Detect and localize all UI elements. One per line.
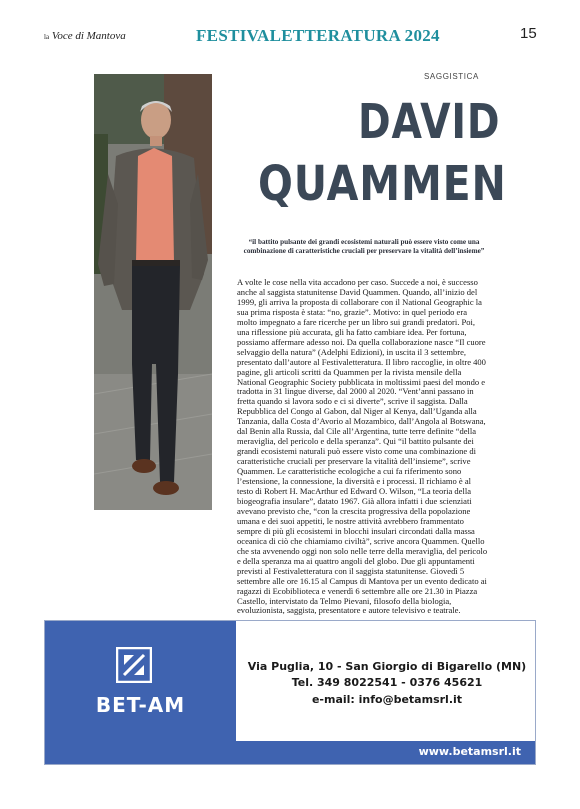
author-photo bbox=[94, 74, 212, 510]
masthead-logo bbox=[44, 30, 126, 42]
author-first-name: DAVID bbox=[358, 94, 501, 150]
advertisement-banner[interactable] bbox=[44, 620, 536, 765]
author-last-name: QUAMMEN bbox=[258, 156, 507, 212]
ad-brand-panel bbox=[45, 621, 236, 764]
ad-phone: Tel. 349 8022541 - 0376 45621 bbox=[291, 676, 483, 689]
festival-title: FESTIVALETTERATURA 2024 bbox=[196, 26, 440, 45]
betam-logo-icon bbox=[116, 647, 152, 683]
ad-website-bar bbox=[236, 741, 535, 764]
ad-website-link[interactable]: www.betamsrl.it bbox=[418, 745, 521, 758]
page-header bbox=[0, 0, 580, 52]
ad-brand-name: BET-AM bbox=[95, 693, 186, 717]
masthead-name: Voce di Mantova bbox=[51, 30, 126, 42]
section-label: SAGGISTICA bbox=[424, 72, 479, 81]
page-number: 15 bbox=[520, 25, 537, 42]
ad-address: Via Puglia, 10 - San Giorgio di Bigarello (MN) bbox=[247, 660, 527, 673]
article-body: A volte le cose nella vita accadono per caso. Succede a noi, è successo anche al saggista statunitense David Quammen. Quando, all’inizio del 1999, gli arriva la proposta di collaborare con il National Geographic la sua prima risposta è stata: “no, grazie”. Motivo: in quel periodo era molto impegnato a fare ricerche per un libro sui grandi predatori. Poi, una riflessione più accurata, gli ha fatto cambiare idea. Per fortuna, possiamo affermare adesso noi. Da quella collaborazione nasce “Il cuore selvaggio della natura” (Adelphi Edizioni), in uscita il 3 settembre, presentato dall’autore al Festivaletteratura. Il libro raccoglie, in oltre 400 pagine, gli articoli scritti da Quammen per la rivista mensile della National Geographic Society pubblicata in moltissimi paesi del mondo e tradotta in 31 lingue diverse, dal 2000 al 2020. “Vent’anni passano in fretta quando si lavora sodo e ci si diverte”, scrive il saggista. Dalla Repubblica del Congo al Gabon, dal Niger al Kenya, dall’Uganda alla Tanzania, dalla Costa d’Avorio al Mozambico, dall’Angola al Botswana, dal Benin alla Russia, dal Cile all’Argentina, tutte terre definite “della meraviglia, del pericolo e della speranza”. Qui “il battito pulsante dei grandi ecosistemi naturali può essere visto come una combinazione di caratteristiche cruciali per preservare la vitalità dell’insieme”, scrive Quammen. Le caratteristiche ecologiche a cui fa riferimento sono l’estensione, la connessione, la diversità e i processi. Il richiamo è al testo di Robert H. MacArthur ed Edward O. Wilson, “La teoria della biogeografia insulare”, datato 1967. Già allora infatti i due scienziati avevano previsto che, “con la crescita progressiva della popolazione umana e dei suoi appetiti, le nostre attività avrebbero frammentato sempre di più gli ecosistemi in blocchi insulari circondati dalla massa oceanica di ciò che chiamiamo civiltà”, scrive ancora Quammen. Quello che sta avvenendo oggi non solo nelle terre della meraviglia, del pericolo e della speranza ma ai quattro angoli del globo. Due gli appuntamenti previsti al Festivaletteratura con il saggista statunitense. Giovedì 5 settembre alle ore 16.15 al Campus di Mantova per un evento dedicato ai ragazzi di Ecobiblioteca e venerdì 6 settembre alle ore 21.30 in Piazza Castello, intervistato da Telmo Pievani, filosofo della biologia, evoluzionista, saggista, presentatore e autore televisivo e teatrale. bbox=[237, 277, 488, 616]
masthead-prefix: la bbox=[44, 33, 50, 41]
pull-quote: “il battito pulsante dei grandi ecosistemi naturali può essere visto come una combinazione di caratteristiche cruciali per preservare la vitalità dell’insieme” bbox=[243, 238, 485, 255]
ad-email-link[interactable]: e-mail: info@betamsrl.it bbox=[311, 693, 463, 706]
